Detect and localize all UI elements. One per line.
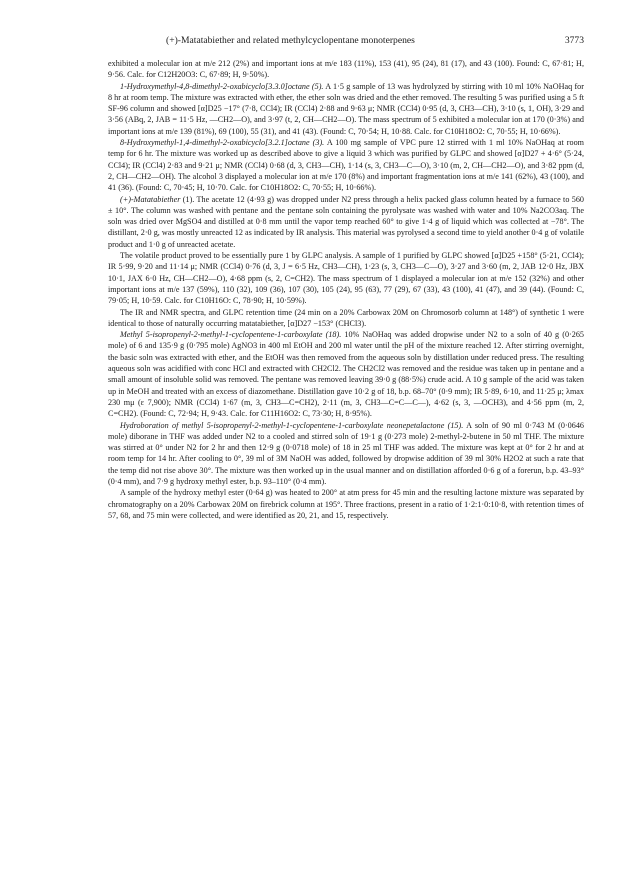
compound-heading: 1-Hydroxymethyl-4,8-dimethyl-2-oxabicyclo[3.3.0]octane (5). (120, 81, 324, 91)
article-body (108, 58, 584, 521)
compound-heading: (+)-Matatabiether (120, 194, 181, 204)
paragraph-text: The IR and NMR spectra, and GLPC retention time (24 min on a 20% Carbowax 20M on Chromosorb column at 148°) of synthetic 1 were identical to those of naturally occurring matatabiether, [α]D27 −153° (CHCl3). (108, 307, 584, 328)
compound-heading: Hydroboration of methyl 5-isopropenyl-2-methyl-1-cyclopentene-1-carboxylate neonepetalactone (15). (120, 420, 464, 430)
paragraph (108, 194, 584, 250)
paragraph (108, 329, 584, 419)
paragraph-text: (1). The acetate 12 (4·93 g) was dropped under N2 press through a helix packed glass column heated by a furnace to 560 ± 10°. The column was washed with pentane and the pentane soln containing the pyrolysate was washed with water and 10% Na2CO3aq. The soln was dried over MgSO4 and distilled at 0·8 mm until the vapor temp reached 60° to give 1·4 g of liquid which was collected at −78°. The distillant, 2·0 g, was mostly unreacted 12 as indicated by IR analysis. This material was pyrolysed a second time to yield another 0·4 g of volatile product and 1·0 g of unreacted acetate. (108, 194, 584, 249)
paragraph (108, 250, 584, 306)
paragraph-text: A soln of 90 ml 0·743 M (0·0646 mole) diborane in THF was added under N2 to a cooled and stirred soln of 19·1 g (0·273 mole) 2-methyl-2-butene in 50 ml THF. The mixture was stirred at 0° under N2 for 2 hr and then 12·9 g (0·0718 mole) of 18 in 25 ml THF was added. The mixture was kept at 0° for 2 hr and at room temp for 14 hr. After cooling to 0°, 39 ml of 3M NaOH was added, followed by dropwise addition of 39 ml 30% H2O2 at such a rate that the temp did not rise above 30°. The mixture was then worked up in the usual manner and on distillation afforded 0·6 g of a forerun, b.p. 43–93° (0·4 mm), and 7·9 g hydroxy methyl ester, b.p. 93–110° (0·4 mm). (108, 420, 585, 486)
compound-heading: Methyl 5-isopropenyl-2-methyl-1-cyclopentene-1-carboxylate (18). (120, 330, 342, 340)
paragraph (108, 137, 584, 193)
compound-heading: 8-Hydroxymethyl-1,4-dimethyl-2-oxabicyclo[3.2.1]octane (3). (120, 138, 325, 148)
running-header (108, 34, 584, 48)
paragraph (108, 307, 584, 330)
paragraph (108, 58, 584, 81)
page-number: 3773 (564, 35, 584, 46)
running-title: (+)-Matatabiether and related methylcyclopentane monoterpenes (166, 35, 415, 46)
paragraph (108, 487, 584, 521)
paragraph-text: A sample of the hydroxy methyl ester (0·64 g) was heated to 200° at atm press for 45 min and the resulting lactone mixture was separated by chromatography on a 20% Carbowax 20M on firebrick column at 195°. Three fractions, present in a ratio of 1·2:1·0:10·8, with retention times of 57, 68, and 75 min were collected, and were identified as 20, 21, and 15, respectively. (108, 488, 584, 520)
paragraph-text: exhibited a molecular ion at m/e 212 (2%) and important ions at m/e 183 (11%), 153 (41), 95 (24), 81 (17), and 43 (100). Found: C, 67·81; H, 9·56. Calc. for C12H20O3: C, 67·89; H, 9·50%). (108, 59, 584, 80)
paragraph-text: 10% NaOHaq was added dropwise under N2 to a soln of 40 g (0·265 mole) of 6 and 135·9 g (0·795 mole) AgNO3 in 400 ml EtOH and 200 ml water until the pH of the mixture reached 12. After stirring overnight, the basic soln was extracted with ether, and the EtOH was then removed from the aqueous soln by distillation under reduced press. The resulting aqueous soln was acidified with conc HCl and extracted with CH2Cl2. The CH2Cl2 was removed and the residue was taken up in pentane and a small amount of insoluble solid was removed. The pentane was removed leaving 39·0 g (88·5%) crude acid. A 10 g sample of the acid was taken up in MeOH and treated with an excess of diazomethane. Distillation gave 10·2 g of 18, b.p. 68–70° (0·9 mm); IR 5·89, 6·10, and 11·25 μ; λmax 230 mμ (ε 7,900); NMR (CCl4) 1·67 (m, 3, CH3—C=CH2), 2·11 (m, 3, CH3—C=C—C—), 4·62 (s, 3, —OCH3), and 4·56 ppm (m, 2, C=CH2). (Found: C, 72·94; H, 9·43. Calc. for C11H16O2: C, 73·30; H, 8·95%). (108, 330, 584, 419)
paragraph-text: A 100 mg sample of VPC pure 12 stirred with 1 ml 10% NaOHaq at room temp for 6 hr. The mixture was worked up as described above to give a liquid 3 which was purified by GLPC and showed [α]D27 + 4·6° (5·24, CCl4); IR (CCl4) 2·83 and 9·21 μ; NMR (CCl4) 0·68 (d, 3, CH3—CH), 1·14 (s, 3, CH3—C—O), 3·10 (m, 2, CH—CH2—O), and 3·82 ppm (d, 2, CH—CH2—OH). The alcohol 3 displayed a molecular ion at m/e 170 (8%) and important fragmentation ions at m/e 141 (62%), 43 (100), and 41 (36). (Found: C, 70·45; H, 10·70. Calc. for C10H18O2: C, 70·55; H, 10·66%). (108, 138, 584, 193)
paragraph (108, 81, 584, 137)
paragraph-text: A 1·5 g sample of 13 was hydrolyzed by stirring with 10 ml 10% NaOHaq for 8 hr at room temp. The mixture was extracted with ether, the ether soln was dried and the ether removed. The resulting 5 was purified using a 5 ft SF-96 column and showed [α]D25 −17° (7·8, CCl4); IR (CCl4) 2·88 and 9·63 μ; NMR (CCl4) 0·95 (d, 3, CH3—CH), 3·10 (s, 1, OH), 3·29 and 3·56 (ABq, 2, JAB = 11·5 Hz, —CH2—O), and 3·97 (t, 2, CH—CH2—O). The mass spectrum of 5 exhibited a molecular ion at 170 (0·3%) and important ions at m/e 139 (81%), 69 (100), 55 (31), and 41 (43). (Found: C, 70·54; H, 10·88. Calc. for C10H18O2: C, 70·55; H, 10·66%). (108, 81, 584, 136)
paragraph-text: The volatile product proved to be essentially pure 1 by GLPC analysis. A sample of 1 purified by GLPC showed [α]D25 +158° (5·21, CCl4); IR 5·99, 9·20 and 11·14 μ; NMR (CCl4) 0·76 (d, 3, J = 6·5 Hz, CH3—CH), 1·23 (s, 3, CH3—C—O), 3·27 and 3·60 (m, 2, JAB 12·0 Hz, JBX 10·1, JAX 6·0 Hz, CH—CH2—O), 4·68 ppm (s, 2, C=CH2). The mass spectrum of 1 displayed a molecular ion at m/e 152 (32%) and other important ions at m/e 137 (59%), 110 (32), 109 (36), 107 (30), 105 (24), 95 (63), 77 (29), 67 (33), 43 (100), 41 (47), and 39 (44). (Found: C, 79·05; H, 10·59. Calc. for C10H16O: C, 78·90; H, 10·59%). (108, 251, 584, 306)
paragraph (108, 420, 584, 488)
